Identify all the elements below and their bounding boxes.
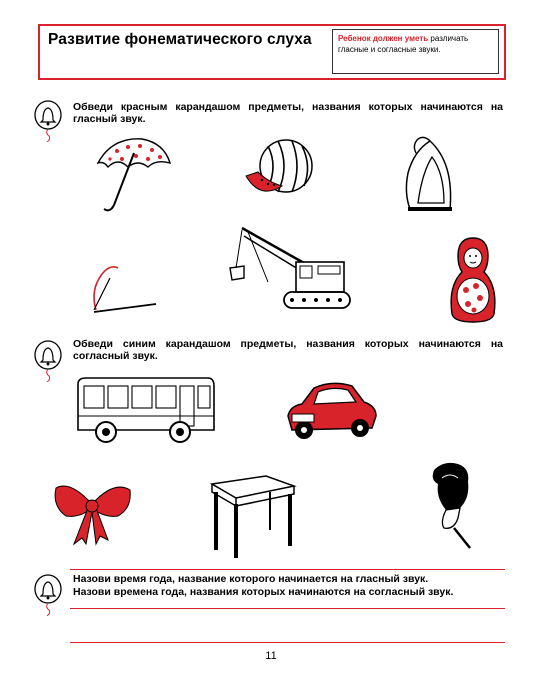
divider-mid bbox=[70, 608, 505, 609]
bow-picture bbox=[50, 478, 134, 548]
task-3-line-1: Назови время года, название которого начинается на гласный звук. bbox=[73, 573, 429, 585]
skill-note-text: различать гласные и согласные звуки. bbox=[338, 34, 469, 54]
ice-cream-picture bbox=[424, 458, 480, 550]
task-2-text: Обведи синим карандашом предметы, названия которых начинаются на согласный звук. bbox=[73, 338, 503, 362]
page-title: Развитие фонематического слуха bbox=[48, 31, 312, 48]
watermelon-picture bbox=[238, 136, 318, 200]
car-picture bbox=[284, 378, 380, 442]
bell-balloon-icon bbox=[32, 574, 64, 616]
bus-picture bbox=[74, 376, 216, 446]
needle-thread-picture bbox=[88, 260, 160, 316]
bell-balloon-icon bbox=[32, 340, 64, 382]
excavator-picture bbox=[228, 222, 356, 322]
umbrella-picture bbox=[92, 133, 174, 215]
table-picture bbox=[206, 474, 298, 560]
task-3-line-2: Назови времена года, названия которых начинаются на согласный звук. bbox=[73, 586, 454, 598]
iron-picture bbox=[400, 133, 460, 215]
bell-balloon-icon bbox=[32, 100, 64, 142]
skill-note-lead: Ребенок должен уметь bbox=[338, 34, 429, 43]
matryoshka-picture bbox=[446, 234, 500, 326]
skill-note bbox=[332, 29, 499, 74]
divider-bottom bbox=[70, 642, 505, 643]
task-1-text: Обведи красным карандашом предметы, названия которых начинаются на гласный звук. bbox=[73, 101, 503, 125]
divider-top bbox=[70, 569, 505, 570]
page-number: 11 bbox=[265, 650, 277, 662]
